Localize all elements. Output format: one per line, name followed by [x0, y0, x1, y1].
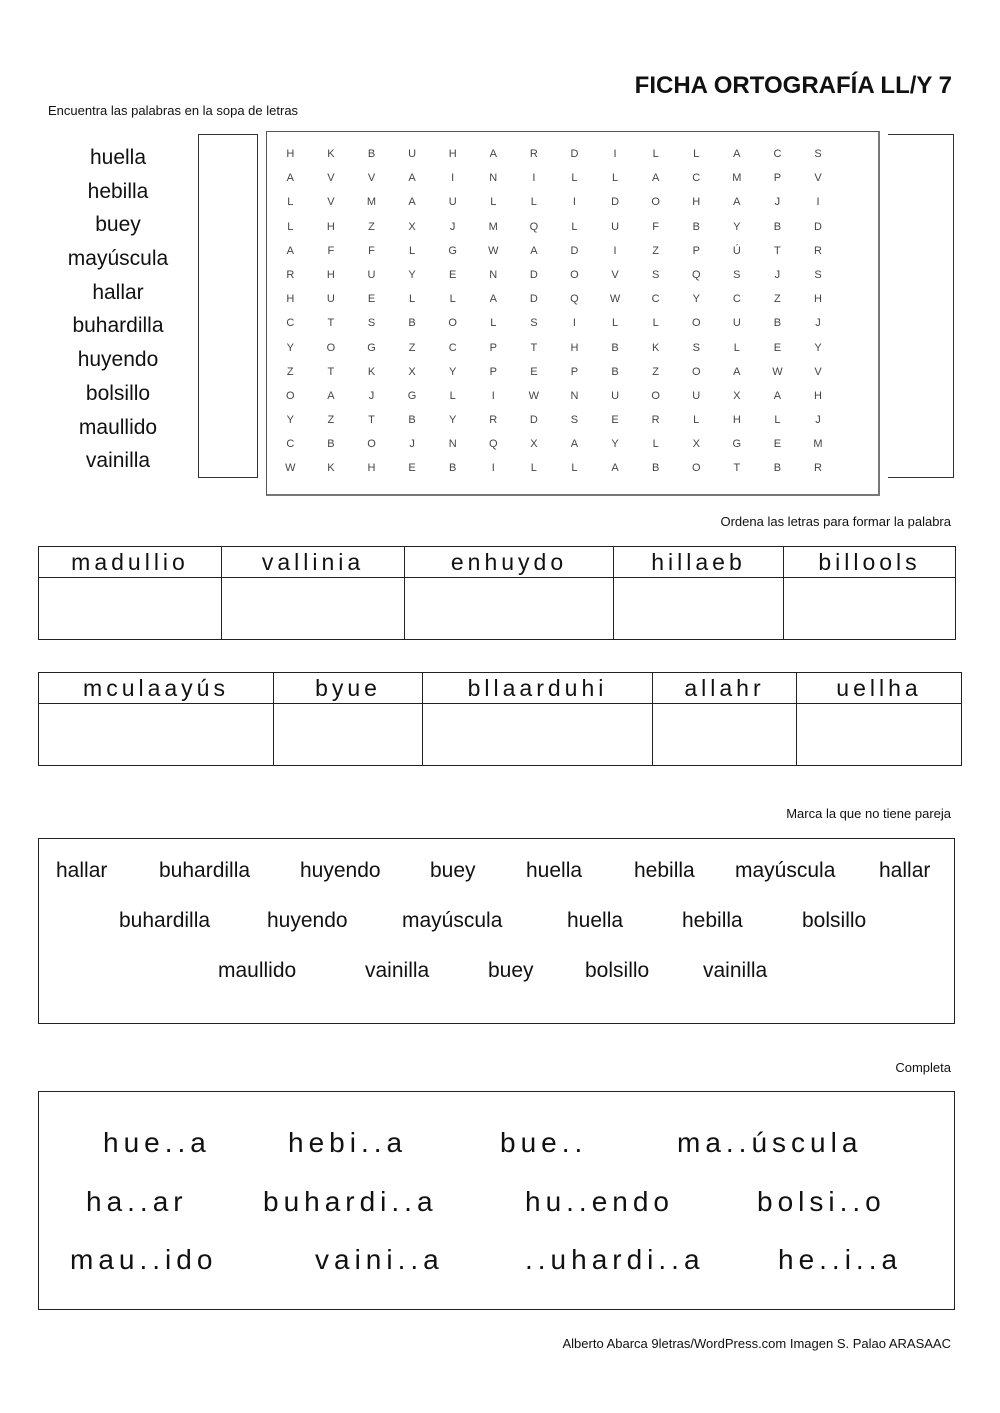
- grid-letter[interactable]: V: [327, 172, 335, 185]
- grid-letter[interactable]: L: [733, 341, 740, 354]
- grid-letter[interactable]: R: [286, 268, 295, 281]
- scramble-word: allahr: [653, 673, 797, 704]
- completa-word: vaini..a: [315, 1244, 444, 1275]
- grid-letter[interactable]: W: [528, 389, 540, 402]
- grid-letter[interactable]: R: [529, 148, 538, 160]
- marca-word[interactable]: vainilla: [703, 959, 768, 982]
- grid-letter[interactable]: L: [652, 317, 659, 330]
- grid-letter[interactable]: A: [286, 244, 294, 257]
- marca-word[interactable]: huella: [526, 859, 583, 882]
- grid-letter[interactable]: L: [449, 389, 456, 402]
- grid-letter[interactable]: H: [814, 389, 822, 402]
- grid-letter[interactable]: L: [693, 148, 700, 160]
- grid-letter[interactable]: S: [692, 341, 700, 354]
- grid-letter[interactable]: A: [327, 389, 335, 402]
- grid-letter[interactable]: S: [570, 414, 579, 427]
- grid-letter[interactable]: B: [773, 462, 782, 475]
- grid-letter[interactable]: Z: [652, 244, 659, 257]
- grid-letter[interactable]: O: [651, 389, 660, 402]
- grid-letter[interactable]: T: [327, 317, 335, 330]
- word-list-item: vainilla: [85, 449, 151, 473]
- footer-credits: Alberto Abarca 9letras/WordPress.com Imagen S. Palao ARASAAC: [562, 1336, 951, 1351]
- grid-letter[interactable]: A: [651, 172, 660, 185]
- marca-word[interactable]: huyendo: [300, 859, 381, 882]
- grid-letter[interactable]: L: [652, 148, 659, 160]
- grid-letter[interactable]: Y: [286, 341, 294, 354]
- grid-letter[interactable]: D: [611, 196, 620, 209]
- grid-letter[interactable]: Q: [488, 438, 498, 451]
- grid-letter[interactable]: I: [572, 196, 576, 209]
- completa-box: [38, 1091, 955, 1310]
- answer-cell[interactable]: [653, 704, 797, 766]
- grid-letter[interactable]: A: [408, 196, 416, 209]
- grid-letter[interactable]: Z: [652, 365, 659, 378]
- grid-letter[interactable]: J: [449, 220, 456, 233]
- grid-letter[interactable]: N: [570, 389, 579, 402]
- grid-letter[interactable]: Y: [449, 365, 457, 378]
- grid-letter[interactable]: B: [651, 462, 660, 475]
- grid-letter[interactable]: T: [774, 244, 781, 257]
- grid-letter[interactable]: X: [408, 220, 416, 233]
- grid-letter[interactable]: O: [691, 365, 701, 378]
- word-list-item: buey: [95, 213, 141, 237]
- marca-box: [38, 838, 955, 1024]
- grid-letter[interactable]: Q: [570, 293, 579, 306]
- grid-letter[interactable]: Y: [814, 341, 822, 354]
- grid-letter[interactable]: I: [491, 389, 495, 402]
- answer-cell[interactable]: [274, 704, 423, 766]
- grid-letter[interactable]: A: [773, 389, 782, 402]
- grid-letter[interactable]: P: [773, 172, 782, 185]
- scramble-word: uellha: [797, 673, 962, 704]
- grid-letter[interactable]: S: [733, 268, 741, 281]
- grid-letter[interactable]: X: [408, 365, 416, 378]
- marca-word[interactable]: maullido: [218, 959, 297, 982]
- grid-letter[interactable]: L: [490, 196, 497, 209]
- grid-letter[interactable]: S: [814, 268, 822, 281]
- grid-letter[interactable]: B: [408, 317, 416, 330]
- grid-letter[interactable]: C: [732, 293, 741, 306]
- scramble-word: madullio: [39, 547, 222, 578]
- grid-letter[interactable]: F: [368, 244, 375, 257]
- completa-word: ha..ar: [86, 1186, 188, 1217]
- grid-letter[interactable]: O: [367, 438, 376, 451]
- grid-letter[interactable]: Ú: [732, 244, 741, 257]
- marca-word[interactable]: hallar: [879, 859, 931, 882]
- grid-letter[interactable]: J: [774, 196, 781, 209]
- completa-word: mau..ido: [70, 1244, 218, 1275]
- grid-letter[interactable]: B: [692, 220, 700, 233]
- marca-word[interactable]: huella: [567, 909, 624, 932]
- scramble-table-2: [38, 672, 962, 766]
- grid-letter[interactable]: L: [611, 317, 619, 330]
- grid-letter[interactable]: H: [326, 220, 335, 233]
- grid-letter[interactable]: H: [448, 148, 457, 160]
- grid-letter[interactable]: G: [407, 389, 417, 402]
- grid-letter[interactable]: R: [814, 462, 822, 475]
- completa-word: hu..endo: [525, 1186, 674, 1217]
- grid-letter[interactable]: I: [532, 172, 536, 185]
- grid-letter[interactable]: A: [530, 244, 538, 257]
- grid-letter[interactable]: F: [652, 220, 659, 233]
- grid-letter[interactable]: K: [327, 462, 335, 475]
- marca-word[interactable]: bolsillo: [802, 909, 867, 932]
- grid-letter[interactable]: H: [286, 293, 295, 306]
- grid-letter[interactable]: Y: [408, 268, 416, 281]
- grid-letter[interactable]: L: [693, 414, 700, 427]
- word-list-item: mayúscula: [67, 247, 169, 271]
- grid-letter[interactable]: Q: [529, 220, 539, 233]
- answer-cell[interactable]: [39, 704, 274, 766]
- grid-letter[interactable]: J: [368, 389, 375, 402]
- grid-letter[interactable]: A: [733, 196, 741, 209]
- grid-letter[interactable]: W: [609, 293, 621, 306]
- grid-letter[interactable]: D: [529, 414, 538, 427]
- grid-letter[interactable]: D: [529, 268, 538, 281]
- grid-letter[interactable]: B: [611, 341, 619, 354]
- grid-letter[interactable]: O: [691, 317, 701, 330]
- grid-letter[interactable]: W: [285, 462, 296, 475]
- grid-letter[interactable]: J: [815, 317, 821, 330]
- completa-word: hue..a: [103, 1127, 211, 1158]
- grid-letter[interactable]: C: [692, 172, 701, 185]
- grid-letter[interactable]: L: [490, 317, 497, 330]
- grid-letter[interactable]: Q: [691, 268, 701, 281]
- grid-letter[interactable]: W: [488, 244, 499, 257]
- marca-word[interactable]: hebilla: [634, 859, 695, 882]
- grid-letter[interactable]: S: [814, 148, 822, 160]
- grid-letter[interactable]: L: [287, 220, 294, 233]
- completa-word: bolsi..o: [757, 1186, 886, 1217]
- grid-letter[interactable]: A: [570, 438, 579, 451]
- word-list-item: huella: [89, 146, 147, 169]
- marca-word[interactable]: buhardilla: [119, 909, 211, 932]
- grid-letter[interactable]: A: [286, 172, 294, 185]
- grid-letter[interactable]: V: [611, 268, 619, 281]
- grid-letter[interactable]: L: [530, 462, 537, 475]
- right-bracket: [888, 134, 954, 478]
- grid-letter[interactable]: B: [773, 317, 782, 330]
- grid-letter[interactable]: E: [530, 365, 538, 378]
- grid-letter[interactable]: L: [449, 293, 456, 306]
- grid-letter[interactable]: R: [489, 414, 498, 427]
- marca-word[interactable]: buey: [488, 959, 534, 982]
- grid-letter[interactable]: K: [651, 341, 660, 354]
- grid-letter[interactable]: H: [367, 462, 376, 475]
- grid-letter[interactable]: I: [816, 196, 820, 209]
- completa-instruction: Completa: [895, 1060, 951, 1075]
- grid-letter[interactable]: B: [449, 462, 457, 475]
- grid-letter[interactable]: X: [733, 389, 741, 402]
- grid-letter[interactable]: O: [326, 341, 336, 354]
- grid-letter[interactable]: C: [286, 317, 295, 330]
- grid-letter[interactable]: L: [287, 196, 294, 209]
- answer-cell[interactable]: [614, 578, 784, 640]
- grid-letter[interactable]: H: [326, 268, 335, 281]
- scramble-word: hillaeb: [614, 547, 784, 578]
- grid-letter[interactable]: U: [408, 148, 417, 160]
- grid-letter[interactable]: C: [448, 341, 457, 354]
- left-bracket-edge: [198, 134, 199, 478]
- grid-letter[interactable]: M: [813, 438, 823, 451]
- grid-letter[interactable]: S: [367, 317, 376, 330]
- left-bracket: [198, 134, 258, 478]
- grid-letter[interactable]: O: [286, 389, 295, 402]
- grid-letter[interactable]: U: [692, 389, 701, 402]
- scramble-table-1: [38, 546, 956, 640]
- grid-letter[interactable]: H: [692, 196, 701, 209]
- grid-letter[interactable]: Y: [611, 438, 619, 451]
- marca-word[interactable]: bolsillo: [585, 959, 650, 982]
- grid-letter[interactable]: Y: [449, 414, 457, 427]
- scramble-word: billools: [784, 547, 956, 578]
- grid-letter[interactable]: Z: [774, 293, 781, 306]
- grid-letter[interactable]: V: [327, 196, 335, 209]
- wordsearch-grid: [270, 142, 838, 481]
- answer-cell[interactable]: [39, 578, 222, 640]
- grid-letter[interactable]: E: [367, 293, 376, 306]
- grid-letter[interactable]: X: [692, 438, 700, 451]
- completa-word: buhardi..a: [263, 1186, 438, 1217]
- marca-word[interactable]: hallar: [56, 859, 108, 882]
- scramble-word: mculaayús: [39, 673, 274, 704]
- grid-letter[interactable]: R: [651, 414, 660, 427]
- completa-word: he..i..a: [778, 1244, 903, 1275]
- grid-letter[interactable]: L: [652, 438, 659, 451]
- scramble-word: byue: [274, 673, 423, 704]
- word-list-item: hebilla: [87, 179, 149, 203]
- grid-letter[interactable]: G: [732, 438, 742, 451]
- grid-letter[interactable]: E: [611, 414, 619, 427]
- marca-word[interactable]: vainilla: [365, 959, 430, 982]
- grid-letter[interactable]: B: [611, 365, 619, 378]
- grid-letter[interactable]: E: [773, 438, 782, 451]
- grid-letter[interactable]: L: [611, 172, 619, 185]
- grid-letter[interactable]: S: [651, 268, 660, 281]
- grid-letter[interactable]: H: [286, 148, 295, 160]
- grid-letter[interactable]: A: [489, 293, 497, 306]
- grid-letter[interactable]: T: [733, 462, 741, 475]
- page-title: FICHA ORTOGRAFÍA LL/Y 7: [634, 72, 952, 99]
- completa-word: ..uhardi..a: [525, 1244, 705, 1275]
- grid-letter[interactable]: L: [774, 414, 781, 427]
- grid-letter[interactable]: L: [571, 220, 578, 233]
- grid-letter[interactable]: Y: [286, 414, 294, 427]
- marca-instruction: Marca la que no tiene pareja: [786, 806, 951, 821]
- grid-letter[interactable]: X: [530, 438, 538, 451]
- grid-letter[interactable]: L: [409, 244, 416, 257]
- grid-letter[interactable]: A: [611, 462, 619, 475]
- grid-letter[interactable]: B: [408, 414, 416, 427]
- grid-letter[interactable]: A: [733, 365, 741, 378]
- grid-letter[interactable]: W: [772, 365, 783, 378]
- completa-word: hebi..a: [288, 1127, 408, 1158]
- grid-letter[interactable]: E: [449, 268, 457, 281]
- completa-word: bue..: [500, 1127, 588, 1158]
- answer-cell[interactable]: [405, 578, 614, 640]
- grid-letter[interactable]: V: [814, 172, 822, 185]
- ordena-instruction: Ordena las letras para formar la palabra: [720, 514, 951, 529]
- grid-letter[interactable]: D: [529, 293, 538, 306]
- completa-word: ma..úscula: [677, 1127, 863, 1158]
- grid-letter[interactable]: L: [571, 172, 578, 185]
- grid-letter[interactable]: B: [327, 438, 335, 451]
- grid-letter[interactable]: K: [367, 365, 376, 378]
- grid-letter[interactable]: Z: [408, 341, 416, 354]
- scramble-word: bllaarduhi: [423, 673, 653, 704]
- grid-letter[interactable]: A: [733, 148, 741, 160]
- grid-letter[interactable]: B: [367, 148, 376, 160]
- grid-letter[interactable]: Z: [368, 220, 375, 233]
- word-list: [48, 143, 188, 480]
- grid-letter[interactable]: M: [732, 172, 742, 185]
- wordsearch-instruction: Encuentra las palabras en la sopa de letras: [48, 103, 299, 118]
- grid-letter[interactable]: E: [773, 341, 782, 354]
- grid-letter[interactable]: U: [611, 220, 620, 233]
- grid-letter[interactable]: D: [570, 148, 579, 160]
- grid-letter[interactable]: I: [491, 462, 495, 475]
- grid-letter[interactable]: L: [571, 462, 578, 475]
- grid-letter[interactable]: H: [570, 341, 579, 354]
- grid-letter[interactable]: O: [570, 268, 579, 281]
- scramble-word: enhuydo: [405, 547, 614, 578]
- grid-letter[interactable]: C: [286, 438, 295, 451]
- grid-letter[interactable]: G: [448, 244, 457, 257]
- grid-letter[interactable]: R: [814, 244, 822, 257]
- grid-letter[interactable]: V: [814, 365, 822, 378]
- grid-letter[interactable]: Z: [327, 414, 335, 427]
- grid-letter[interactable]: E: [408, 462, 416, 475]
- word-list-item: hallar: [92, 280, 144, 304]
- grid-letter[interactable]: S: [530, 317, 538, 330]
- grid-letter[interactable]: V: [367, 172, 376, 185]
- grid-letter[interactable]: C: [651, 293, 660, 306]
- word-list-item: bolsillo: [85, 381, 151, 405]
- grid-letter[interactable]: P: [489, 341, 497, 354]
- grid-letter[interactable]: C: [773, 148, 782, 160]
- grid-letter[interactable]: T: [368, 414, 375, 427]
- answer-cell[interactable]: [784, 578, 956, 640]
- answer-cell[interactable]: [222, 578, 405, 640]
- marca-word[interactable]: mayúscula: [402, 909, 503, 932]
- grid-letter[interactable]: I: [451, 172, 455, 185]
- grid-letter[interactable]: K: [327, 148, 335, 160]
- grid-letter[interactable]: J: [815, 414, 821, 427]
- grid-letter[interactable]: U: [326, 293, 335, 306]
- grid-letter[interactable]: P: [489, 365, 497, 378]
- grid-letter[interactable]: N: [489, 268, 498, 281]
- marca-word[interactable]: buhardilla: [159, 859, 251, 882]
- grid-letter[interactable]: L: [409, 293, 416, 306]
- marca-word[interactable]: hebilla: [682, 909, 743, 932]
- answer-cell[interactable]: [797, 704, 962, 766]
- marca-word[interactable]: mayúscula: [735, 859, 836, 882]
- marca-word[interactable]: buey: [430, 859, 476, 882]
- grid-letter[interactable]: O: [691, 462, 701, 475]
- grid-letter[interactable]: N: [489, 172, 498, 185]
- grid-letter[interactable]: Y: [692, 293, 700, 306]
- grid-letter[interactable]: U: [448, 196, 457, 209]
- grid-letter[interactable]: F: [327, 244, 335, 257]
- grid-letter[interactable]: Z: [286, 365, 294, 378]
- grid-letter[interactable]: T: [530, 341, 538, 354]
- grid-letter[interactable]: O: [651, 196, 660, 209]
- grid-letter[interactable]: B: [773, 220, 782, 233]
- word-list-item: buhardilla: [72, 314, 164, 338]
- grid-letter[interactable]: Y: [733, 220, 741, 233]
- grid-letter[interactable]: J: [774, 268, 781, 281]
- grid-letter[interactable]: U: [732, 317, 741, 330]
- grid-letter[interactable]: M: [488, 220, 498, 233]
- grid-letter[interactable]: T: [327, 365, 335, 378]
- grid-letter[interactable]: P: [570, 365, 579, 378]
- grid-letter[interactable]: A: [489, 148, 497, 160]
- marca-word[interactable]: huyendo: [267, 909, 348, 932]
- grid-letter[interactable]: U: [367, 268, 376, 281]
- grid-letter[interactable]: I: [613, 244, 617, 257]
- grid-letter[interactable]: H: [732, 414, 741, 427]
- grid-letter[interactable]: D: [570, 244, 579, 257]
- grid-letter[interactable]: J: [409, 438, 415, 451]
- grid-letter[interactable]: I: [613, 148, 617, 160]
- grid-letter[interactable]: U: [611, 389, 620, 402]
- word-list-item: huyendo: [77, 348, 159, 372]
- answer-cell[interactable]: [423, 704, 653, 766]
- grid-letter[interactable]: A: [408, 172, 416, 185]
- grid-letter[interactable]: I: [572, 317, 576, 330]
- grid-letter[interactable]: D: [814, 220, 822, 233]
- grid-letter[interactable]: O: [448, 317, 457, 330]
- grid-letter[interactable]: P: [692, 244, 700, 257]
- scramble-word: vallinia: [222, 547, 405, 578]
- grid-letter[interactable]: H: [814, 293, 822, 306]
- grid-letter[interactable]: G: [367, 341, 376, 354]
- grid-letter[interactable]: L: [530, 196, 537, 209]
- grid-letter[interactable]: M: [366, 196, 377, 209]
- grid-letter[interactable]: N: [448, 438, 457, 451]
- word-list-item: maullido: [78, 415, 158, 439]
